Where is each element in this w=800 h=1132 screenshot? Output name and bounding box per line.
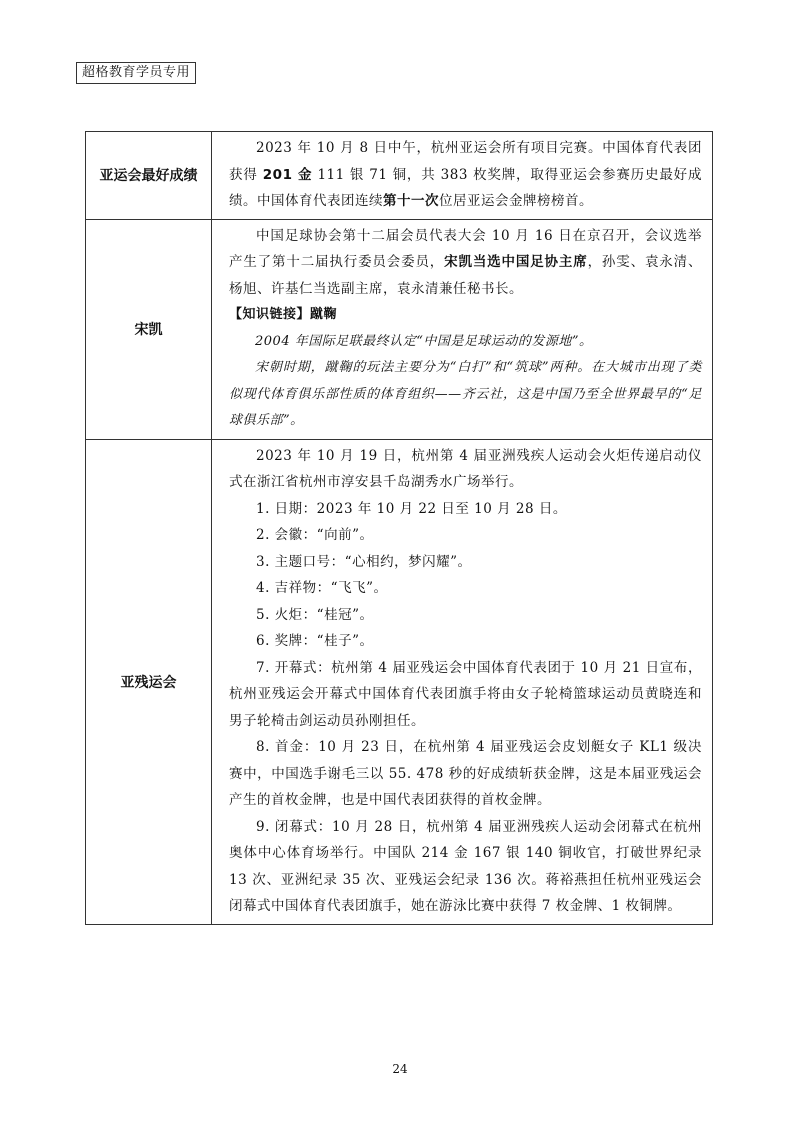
table-row [86, 439, 713, 924]
info-table [85, 131, 713, 925]
list-item: 6. 奖牌：“桂子”。 [256, 633, 374, 649]
table-row [86, 132, 713, 220]
list-item: 4. 吉祥物：“飞飞”。 [256, 580, 388, 596]
row-content [212, 439, 713, 924]
list-item: 1. 日期：2023 年 10 月 22 日至 10 月 28 日。 [256, 500, 567, 517]
paragraph: 中国足球协会第十二届会员代表大会 10 月 16 日在京召开，会议选举产生了第十二届执行委员会委员，宋凯当选中国足协主席，孙雯、袁永清、杨旭、许基仁当选副主席，袁永清兼任秘书长。 [229, 227, 702, 297]
row-content [212, 219, 713, 439]
list-item: 2. 会徽：“向前”。 [256, 527, 374, 543]
page-number: 24 [392, 1062, 408, 1076]
row-label: 宋凯 [86, 219, 212, 439]
paragraph: 2023 年 10 月 8 日中午，杭州亚运会所有项目完赛。中国体育代表团获得 201 金 111 银 71 铜，共 383 枚奖牌，取得亚运会参赛历史最好成绩。中国体育代表团连续第十一次位居亚运会金牌榜榜首。 [229, 140, 702, 209]
paragraph: 2004 年国际足联最终认定“中国是足球运动的发源地”。 [255, 333, 593, 349]
paragraph: 宋朝时期，蹴鞠的玩法主要分为“白打”和“筑球”两种。在大城市出现了类似现代体育俱乐部性质的体育组织——齐云社，这是中国乃至全世界最早的“足球俱乐部”。 [229, 360, 702, 428]
list-item: 5. 火炬：“桂冠”。 [256, 606, 374, 623]
row-label: 亚残运会 [86, 439, 212, 924]
paragraph: 2023 年 10 月 19 日，杭州第 4 届亚洲残疾人运动会火炬传递启动仪式在浙江省杭州市淳安县千岛湖秀水广场举行。 [229, 447, 702, 490]
table-row [86, 219, 713, 439]
row-label: 亚运会最好成绩 [86, 132, 212, 220]
list-item: 9. 闭幕式：10 月 28 日，杭州第 4 届亚洲残疾人运动会闭幕式在杭州奥体中心体育场举行。中国队 214 金 167 银 140 铜收官，打破世界纪录 13 次、亚洲纪录 35 次、亚残运会纪录 136 次。蒋裕燕担任杭州亚残运会闭幕式中国体育代表团旗手，她在游泳比赛中获得 7 枚金牌、1 枚铜牌。 [229, 818, 702, 914]
header-label: 超格教育学员专用 [76, 62, 196, 84]
list-item: 8. 首金：10 月 23 日，在杭州第 4 届亚残运会皮划艇女子 KL1 级决赛中，中国选手谢毛三以 55. 478 秒的好成绩斩获金牌，这是本届亚残运会产生的首枚金牌，也是中国代表团获得的首枚金牌。 [229, 739, 702, 808]
row-content [212, 132, 713, 220]
list-item: 7. 开幕式：杭州第 4 届亚残运会中国体育代表团于 10 月 21 日宣布，杭州亚残运会开幕式中国体育代表团旗手将由女子轮椅篮球运动员黄晓连和男子轮椅击剑运动员孙刚担任。 [229, 659, 702, 729]
list-item: 3. 主题口号：“心相约，梦闪耀”。 [256, 553, 472, 570]
knowledge-link-title: 【知识链接】蹴鞠 [229, 307, 338, 322]
